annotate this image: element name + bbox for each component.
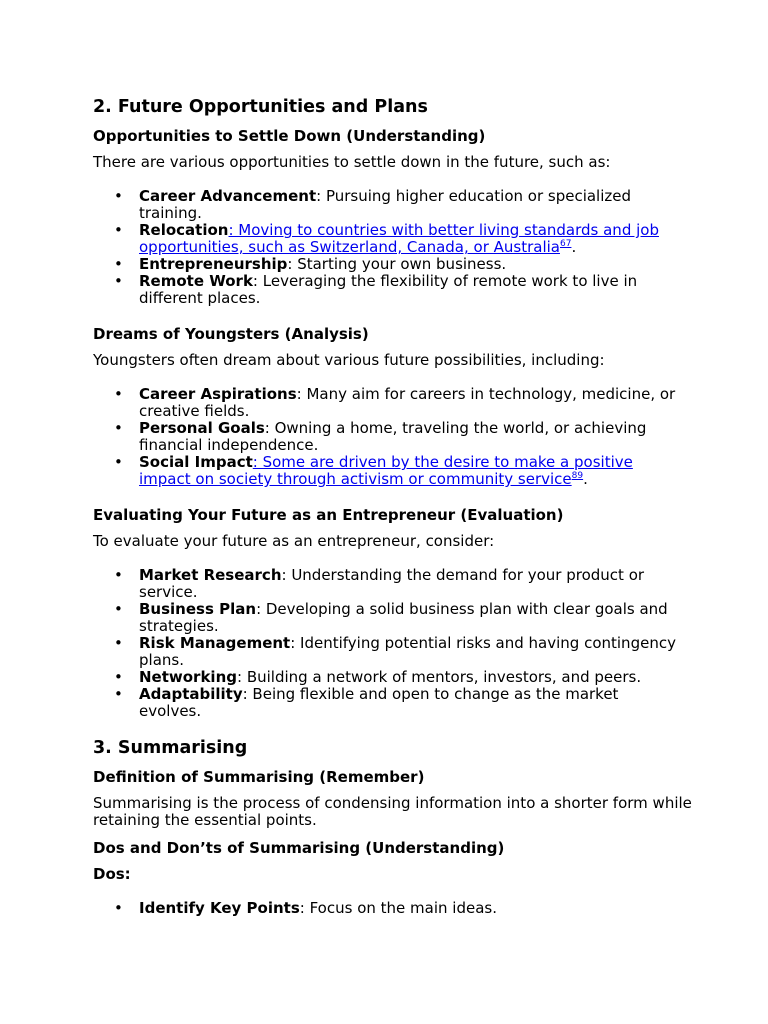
settle-list bbox=[93, 188, 693, 307]
list-item-text: : Focus on the main ideas. bbox=[299, 899, 497, 917]
bullet-icon: • bbox=[114, 685, 123, 703]
bullet-icon: • bbox=[114, 419, 123, 437]
settle-intro: There are various opportunities to settle down in the future, such as: bbox=[93, 153, 611, 171]
list-item-term: Market Research bbox=[139, 566, 282, 584]
bullet-icon: • bbox=[114, 453, 123, 471]
footnote-ref-89[interactable] bbox=[572, 471, 583, 481]
subheading-definition: Definition of Summarising (Remember) bbox=[93, 768, 425, 786]
list-item-relocation bbox=[93, 222, 679, 256]
list-item-career-advancement bbox=[93, 188, 679, 222]
dos-list bbox=[93, 900, 693, 917]
subheading-settle-down: Opportunities to Settle Down (Understanding) bbox=[93, 127, 486, 145]
bullet-icon: • bbox=[114, 221, 123, 239]
list-item-term: Entrepreneurship bbox=[139, 255, 288, 273]
list-item-remote-work bbox=[93, 273, 679, 307]
bullet-icon: • bbox=[114, 566, 123, 584]
footnote-link[interactable]: 67 bbox=[559, 239, 572, 249]
list-item-tail: . bbox=[583, 470, 588, 488]
document-page bbox=[93, 96, 693, 917]
subheading-dos-and-donts: Dos and Don’ts of Summarising (Understanding) bbox=[93, 839, 505, 857]
list-item-text: : Leveraging the flexibility of remote work to live in different places. bbox=[139, 272, 638, 307]
dreams-list bbox=[93, 386, 693, 488]
section-heading-future-opportunities: 2. Future Opportunities and Plans bbox=[93, 97, 428, 117]
bullet-icon: • bbox=[114, 899, 123, 917]
entrepreneur-list bbox=[93, 567, 693, 720]
list-item-term: Social Impact bbox=[139, 453, 253, 471]
dos-label: Dos: bbox=[93, 865, 131, 883]
bullet-icon: • bbox=[114, 272, 123, 290]
bullet-icon: • bbox=[114, 187, 123, 205]
list-item-social-impact bbox=[93, 454, 679, 488]
list-item-business-plan bbox=[93, 601, 679, 635]
social-impact-link[interactable]: : Some are driven by the desire to make a positive impact on society through activism or community service bbox=[139, 453, 633, 488]
list-item-term: Risk Management bbox=[139, 634, 291, 652]
list-item-term: Identify Key Points bbox=[139, 899, 300, 917]
bullet-icon: • bbox=[114, 600, 123, 618]
list-item-market-research bbox=[93, 567, 679, 601]
dreams-intro: Youngsters often dream about various future possibilities, including: bbox=[93, 351, 605, 369]
list-item-term: Business Plan bbox=[139, 600, 257, 618]
list-item-text: : Being flexible and open to change as the market evolves. bbox=[139, 685, 619, 720]
footnote-ref-67[interactable] bbox=[560, 239, 571, 249]
list-item-risk-management bbox=[93, 635, 679, 669]
list-item-term: Career Aspirations bbox=[139, 385, 297, 403]
list-item-text: : Many aim for careers in technology, medicine, or creative fields. bbox=[139, 385, 676, 420]
definition-text: Summarising is the process of condensing information into a shorter form while retaining the essential points. bbox=[93, 794, 692, 829]
list-item-term: Career Advancement bbox=[139, 187, 317, 205]
bullet-icon: • bbox=[114, 668, 123, 686]
list-item-term: Personal Goals bbox=[139, 419, 265, 437]
relocation-link[interactable]: : Moving to countries with better living standards and job opportunities, such as Switzerland, Canada, or Australia bbox=[139, 221, 659, 256]
list-item-term: Remote Work bbox=[139, 272, 253, 290]
bullet-icon: • bbox=[114, 634, 123, 652]
list-item-text: : Pursuing higher education or specialized training. bbox=[139, 187, 632, 222]
list-item-entrepreneurship bbox=[93, 256, 679, 273]
list-item-career-aspirations bbox=[93, 386, 679, 420]
subheading-dreams-of-youngsters: Dreams of Youngsters (Analysis) bbox=[93, 325, 369, 343]
list-item-text: : Understanding the demand for your product or service. bbox=[139, 566, 645, 601]
list-item-tail: . bbox=[571, 238, 577, 256]
list-item-text: : Starting your own business. bbox=[287, 255, 507, 273]
bullet-icon: • bbox=[114, 255, 123, 273]
list-item-networking bbox=[93, 669, 679, 686]
section-heading-summarising: 3. Summarising bbox=[93, 738, 248, 758]
list-item-identify-key-points bbox=[93, 900, 679, 917]
list-item-term: Adaptability bbox=[139, 685, 243, 703]
list-item-text: : Developing a solid business plan with clear goals and strategies. bbox=[139, 600, 668, 635]
entrepreneur-intro: To evaluate your future as an entrepreneur, consider: bbox=[93, 532, 495, 550]
list-item-term: Relocation bbox=[139, 221, 229, 239]
footnote-link[interactable]: 89 bbox=[571, 471, 584, 481]
list-item-text: : Owning a home, traveling the world, or achieving financial independence. bbox=[139, 419, 647, 454]
list-item-text: : Identifying potential risks and having contingency plans. bbox=[139, 634, 676, 669]
list-item-adaptability bbox=[93, 686, 679, 720]
list-item-text: : Building a network of mentors, investors, and peers. bbox=[237, 668, 642, 686]
list-item-term: Networking bbox=[139, 668, 237, 686]
list-item-personal-goals bbox=[93, 420, 679, 454]
bullet-icon: • bbox=[114, 385, 123, 403]
subheading-evaluating-entrepreneur: Evaluating Your Future as an Entrepreneur (Evaluation) bbox=[93, 506, 564, 524]
